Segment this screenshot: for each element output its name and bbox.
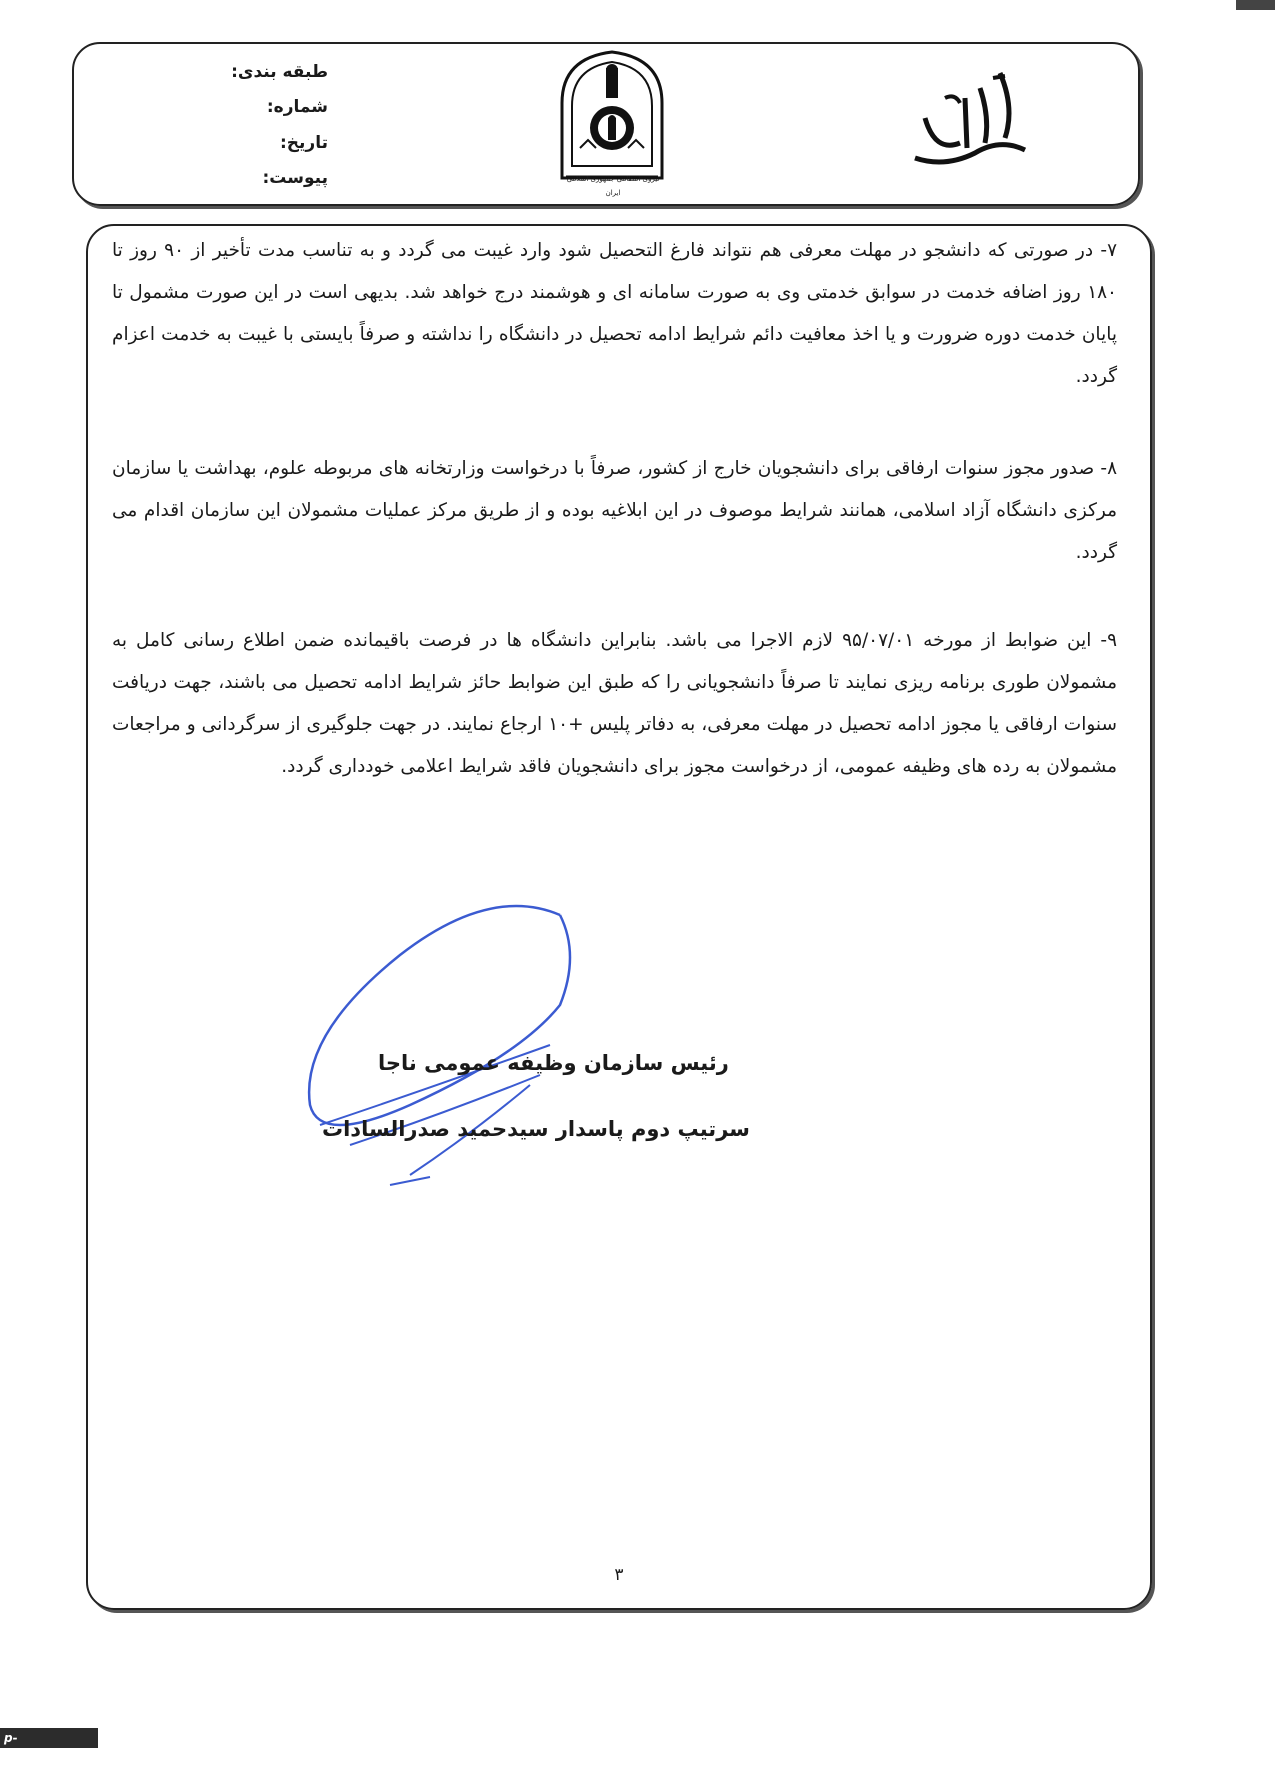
paragraph-8: ۸- صدور مجوز سنوات ارفاقی برای دانشجویان خارج از کشور، صرفاً با درخواست وزارتخانه های مربوطه علوم، بهداشت یا سازمان مرکزی دانشگاه آزاد اسلامی، همانند شرایط موصوف در این ابلاغیه بوده و از طریق مرکز عملیات مشمولان این سازمان اقدام می گردد. [112, 458, 1117, 563]
signatory-title: رئیس سازمان وظیفه عمومی ناجا [378, 1051, 729, 1075]
source-tag: p-babol.tvu.ac.ir [0, 1728, 98, 1748]
number-field: شماره: [266, 97, 328, 117]
handwritten-signature [290, 895, 590, 1195]
emblem-caption: نیروی انتظامی جمهوری اسلامی ایران [566, 175, 660, 197]
classification-field: طبقه بندی: [231, 62, 328, 82]
page-number: ۳ [614, 1565, 624, 1585]
scan-edge-mark [1236, 0, 1275, 10]
police-emblem-icon [554, 48, 670, 197]
signatory-name: سرتیپ دوم پاسدار سیدحمید صدرالسادات [322, 1117, 750, 1141]
paragraph-9: ۹- این ضوابط از مورخه ۹۵/۰۷/۰۱ لازم الاجرا می باشد. بنابراین دانشگاه ها در فرصت باقیمانده ضمن اطلاع رسانی کامل به مشمولان طوری برنامه ریزی نمایند تا صرفاً دانشجویانی را که طبق این ضوابط حائز شرایط ادامه تحصیل می باشند، جهت دریافت سنوات ارفاقی یا مجوز ادامه تحصیل در مهلت معرفی، به دفاتر پلیس +۱۰ ارجاع نمایند. در جهت جلوگیری از سرگردانی و مراجعات مشمولان به رده های وظیفه عمومی، از درخواست مجوز برای دانشجویان فاقد شرایط اعلامی خودداری گردد. [112, 630, 1117, 777]
attachment-field: پیوست: [262, 168, 328, 188]
date-field: تاریخ: [280, 133, 328, 153]
bismillah-calligraphy [905, 58, 1035, 176]
paragraph-7: ۷- در صورتی که دانشجو در مهلت معرفی هم نتواند فارغ التحصیل شود وارد غیبت می گردد و به تناسب مدت تأخیر از ۹۰ روز تا ۱۸۰ روز اضافه خدمت در سوابق خدمتی وی به صورت سامانه ای و هوشمند درج خواهد شد. بدیهی است در این صورت مشمول تا پایان خدمت دوره ضرورت و یا اخذ معافیت دائم شرایط ادامه تحصیل در دانشگاه را نداشته و صرفاً بایستی با غیبت به خدمت اعزام گردد. [112, 240, 1117, 387]
body-frame [86, 224, 1152, 1610]
